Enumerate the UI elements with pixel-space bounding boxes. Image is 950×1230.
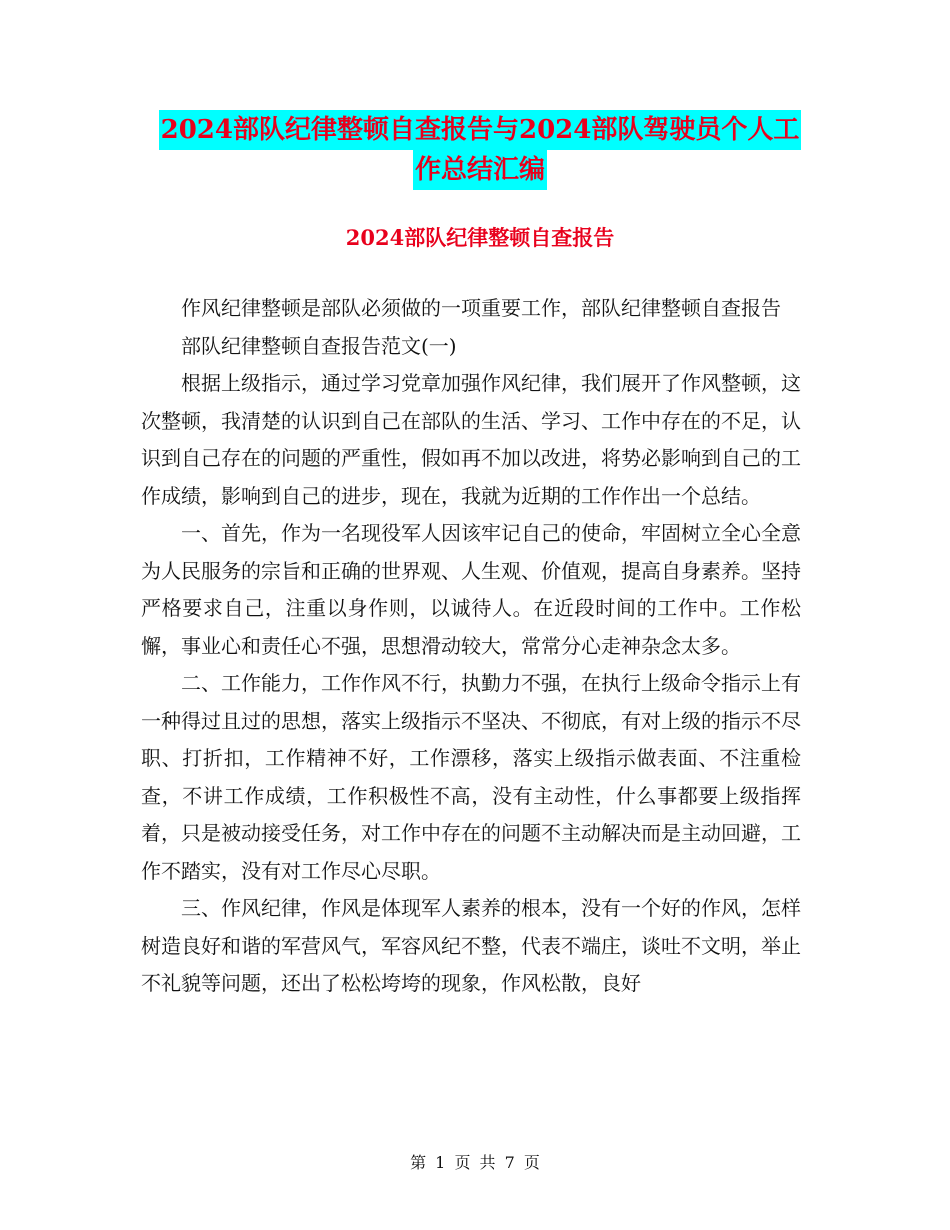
section-heading: 2024部队纪律整顿自查报告 xyxy=(345,225,615,250)
paragraph: 作风纪律整顿是部队必须做的一项重要工作，部队纪律整顿自查报告 xyxy=(181,296,781,320)
body-text xyxy=(141,290,801,1003)
paragraph: 根据上级指示，通过学习党章加强作风纪律，我们展开了作风整顿，这次整顿，我清楚的认识到自己在部队的生活、学习、工作中存在的不足，认识到自己存在的问题的严重性，假如再不加以改进，将势必影响到自己的工作成绩，影响到自己的进步，现在，我就为近期的工作作出一个总结。 xyxy=(141,371,801,508)
paragraph: 二、工作能力，工作作风不行，执勤力不强，在执行上级命令指示上有一种得过且过的思想，落实上级指示不坚决、不彻底，有对上级的指示不尽职、打折扣，工作精神不好，工作漂移，落实上级指示做表面、不注重检查，不讲工作成绩，工作积极性不高，没有主动性，什么事都要上级指挥着，只是被动接受任务，对工作中存在的问题不主动解决而是主动回避，工作不踏实，没有对工作尽心尽职。 xyxy=(141,671,801,883)
paragraph: 一、首先，作为一名现役军人因该牢记自己的使命，牢固树立全心全意为人民服务的宗旨和正确的世界观、人生观、价值观，提高自身素养。坚持严格要求自己，注重以身作则，以诚待人。在近段时间的工作中。工作松懈，事业心和责任心不强，思想滑动较大，常常分心走神杂念太多。 xyxy=(141,521,801,658)
title-line-1: 2024部队纪律整顿自查报告与2024部队驾驶员个人工 xyxy=(159,110,802,150)
paragraph: 三、作风纪律，作风是体现军人素养的根本，没有一个好的作风，怎样树造良好和谐的军营风气，军容风纪不整，代表不端庄，谈吐不文明，举止不礼貌等问题，还出了松松垮垮的现象，作风松散，良好 xyxy=(141,896,801,995)
title-line-2: 作总结汇编 xyxy=(413,150,547,190)
paragraph: 部队纪律整顿自查报告范文(一) xyxy=(181,333,457,358)
page-number: 第 1 页 共 7 页 xyxy=(410,1153,540,1172)
document-title xyxy=(140,110,820,190)
